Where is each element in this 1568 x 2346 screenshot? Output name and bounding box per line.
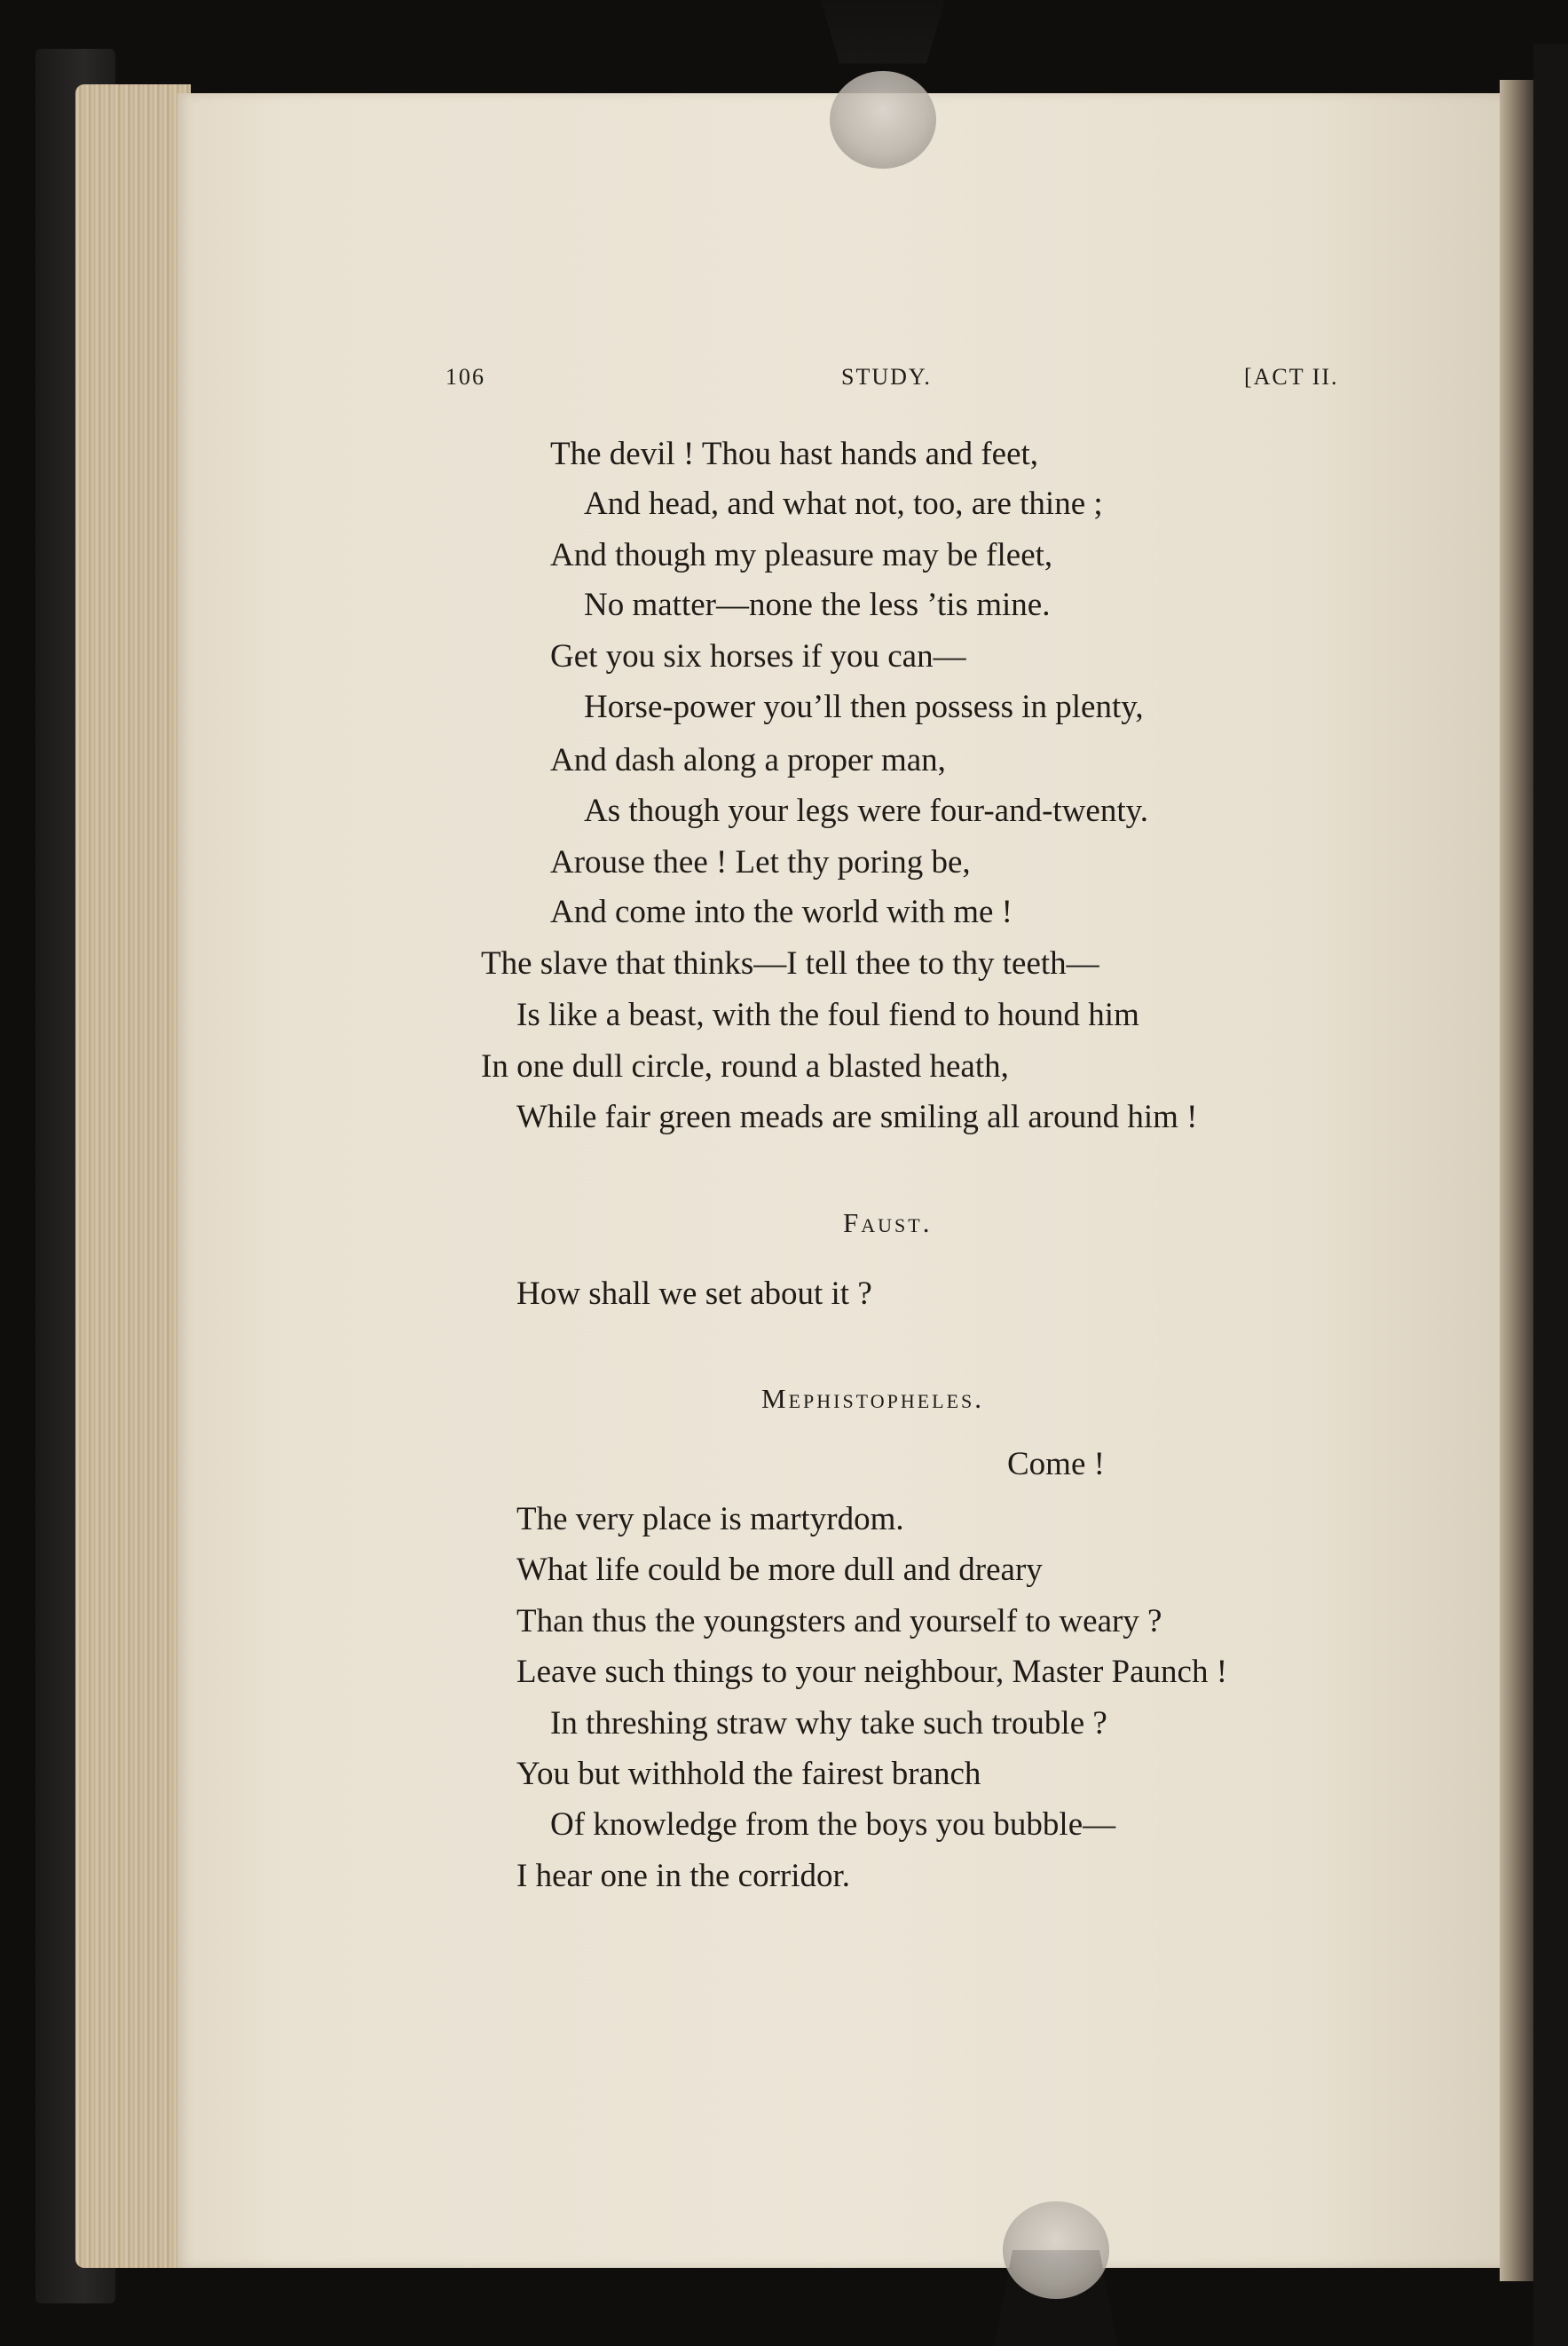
verse-line: In one dull circle, round a blasted heath, — [481, 1048, 1009, 1085]
page-clip-bottom — [1003, 2201, 1109, 2299]
verse-line: And head, and what not, too, are thine ; — [584, 486, 1103, 522]
verse-line: And though my pleasure may be fleet, — [550, 537, 1053, 573]
running-head: STUDY. — [841, 364, 932, 390]
verse-line: In threshing straw why take such trouble ? — [550, 1705, 1107, 1742]
verse-line: Leave such things to your neighbour, Master Paunch ! — [516, 1654, 1228, 1690]
book-cover-right — [1533, 44, 1568, 2346]
page-number: 106 — [445, 364, 485, 390]
verse-line: How shall we set about it ? — [516, 1276, 872, 1312]
verse-line: I hear one in the corridor. — [516, 1858, 851, 1894]
verse-line: No matter—none the less ’tis mine. — [584, 587, 1051, 623]
page-edges — [75, 84, 191, 2268]
verse-line: The very place is martyrdom. — [516, 1501, 904, 1537]
verse-line: What life could be more dull and dreary — [516, 1552, 1043, 1588]
verse-line: Arouse thee ! Let thy poring be, — [550, 844, 971, 881]
verse-line: And come into the world with me ! — [550, 894, 1013, 930]
verse-line: Is like a beast, with the foul fiend to hound him — [516, 997, 1139, 1033]
verse-line: And dash along a proper man, — [550, 742, 946, 778]
act-label: [ACT II. — [1244, 364, 1339, 390]
verse-line: As though your legs were four-and-twenty. — [584, 793, 1148, 829]
page-clip-top — [830, 71, 936, 169]
verse-line: While fair green meads are smiling all around him ! — [516, 1099, 1198, 1135]
verse-line: The slave that thinks—I tell thee to thy teeth— — [481, 945, 1099, 982]
verse-line: Come ! — [1007, 1446, 1105, 1482]
verse-line: You but withhold the fairest branch — [516, 1756, 981, 1792]
book-binding — [1500, 80, 1535, 2281]
speaker-name: Mephistopheles. — [761, 1383, 985, 1414]
verse-line: Than thus the youngsters and yourself to weary ? — [516, 1603, 1162, 1639]
verse-line: Of knowledge from the boys you bubble— — [550, 1806, 1116, 1843]
verse-line: Horse-power you’ll then possess in plenty, — [584, 689, 1144, 725]
book-page — [177, 93, 1509, 2268]
verse-line: The devil ! Thou hast hands and feet, — [550, 436, 1039, 472]
verse-line: Get you six horses if you can— — [550, 638, 966, 675]
speaker-name: Faust. — [843, 1207, 933, 1238]
